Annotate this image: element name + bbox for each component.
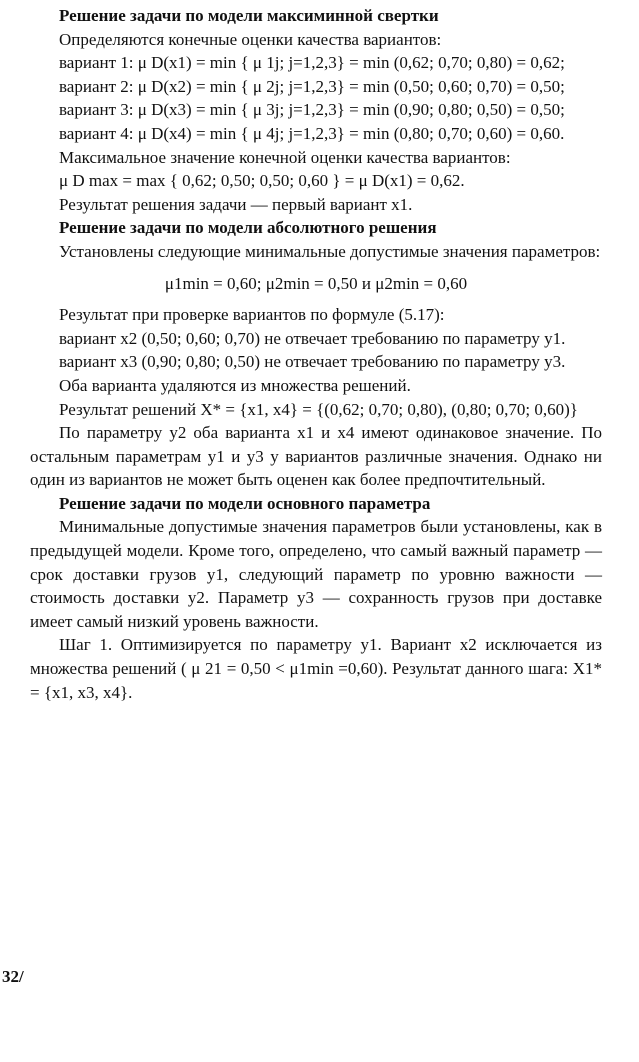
paragraph: вариант 2: μ D(x2) = min { μ 2j; j=1,2,3} = min (0,50; 0,60; 0,70) = 0,50;	[59, 76, 565, 96]
page-number: 32/	[2, 967, 24, 986]
paragraph: вариант 1: μ D(x1) = min { μ 1j; j=1,2,3} = min (0,62; 0,70; 0,80) = 0,62;	[59, 53, 565, 73]
paragraph: Оба варианта удаляются из множества решений.	[59, 375, 411, 395]
paragraph: Результат решений X* = {x1, x4} = {(0,62; 0,70; 0,80), (0,80; 0,70; 0,60)}	[59, 399, 578, 419]
section-heading: Решение задачи по модели основного параметра	[59, 493, 431, 513]
paragraph: вариант x2 (0,50; 0,60; 0,70) не отвечает требованию по параметру y1.	[59, 328, 566, 348]
formula-line: μ1min = 0,60; μ2min = 0,50 и μ2min = 0,60	[164, 273, 468, 293]
paragraph: Шаг 1. Оптимизируется по параметру y1. Вариант x2 исключается из множества решений ( μ 21 = 0,50 < μ1min =0,60). Результат данного шага: X1* = {x1, x3, x4}.	[30, 635, 602, 702]
section-heading: Решение задачи по модели максиминной свертки	[59, 6, 439, 25]
paragraph: Определяются конечные оценки качества вариантов:	[59, 29, 442, 49]
paragraph: Результат при проверке вариантов по формуле (5.17):	[59, 305, 445, 325]
paragraph: Результат решения задачи — первый вариант x1.	[59, 194, 413, 214]
paragraph: По параметру y2 оба варианта x1 и x4 имеют одинаковое значение. По остальным параметрам y1 и y3 у вариантов различные значения. Однако ни один из вариантов не может быть оценен как более предпочтительный.	[30, 423, 602, 490]
paragraph: вариант 3: μ D(x3) = min { μ 3j; j=1,2,3} = min (0,90; 0,80; 0,50) = 0,50;	[59, 100, 565, 120]
paragraph: вариант 4: μ D(x4) = min { μ 4j; j=1,2,3} = min (0,80; 0,70; 0,60) = 0,60.	[59, 123, 565, 143]
paragraph: Установлены следующие минимальные допустимые значения параметров:	[59, 241, 601, 261]
paragraph: вариант x3 (0,90; 0,80; 0,50) не отвечает требованию по параметру y3.	[59, 352, 566, 372]
paragraph: Максимальное значение конечной оценки качества вариантов:	[59, 147, 511, 167]
text-column	[30, 4, 602, 704]
paragraph: Минимальные допустимые значения параметров были установлены, как в предыдущей модели. Кроме того, определено, что самый важный параметр — срок доставки грузов y1, следующий параметр по уровню важности — стоимость доставки y2. Параметр y3 — сохранность грузов при доставке имеет самый низкий уровень важности.	[30, 517, 602, 631]
paragraph: μ D max = max { 0,62; 0,50; 0,50; 0,60 } = μ D(x1) = 0,62.	[59, 171, 465, 191]
section-heading: Решение задачи по модели абсолютного решения	[59, 218, 437, 238]
